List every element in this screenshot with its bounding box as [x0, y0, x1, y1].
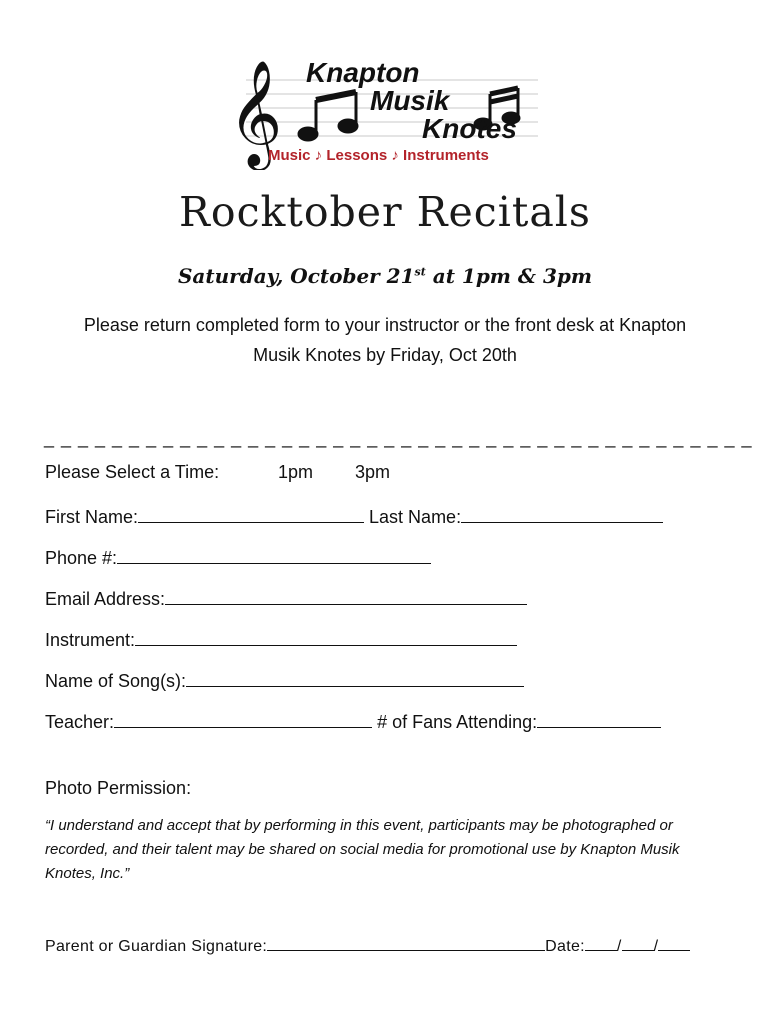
- teacher-label: Teacher:: [45, 712, 115, 732]
- event-date-times: at 1pm & 3pm: [425, 264, 593, 288]
- signature-row: [45, 932, 690, 956]
- page-title: Rocktober Recitals: [179, 188, 591, 236]
- phone-row: [45, 545, 431, 569]
- phone-label: Phone #:: [45, 548, 118, 568]
- first-name-field[interactable]: [138, 504, 364, 523]
- signature-field[interactable]: [267, 932, 545, 951]
- teacher-field[interactable]: [114, 709, 372, 728]
- photo-permission-text: “I understand and accept that by performing in this event, participants may be photographed or recorded, and their talent may be shared on social media for promotional use by Knapton Musik Knotes, Inc.”: [45, 817, 680, 882]
- song-field[interactable]: [186, 668, 524, 687]
- instrument-label: Instrument:: [45, 630, 136, 650]
- instrument-field[interactable]: [135, 627, 517, 646]
- instructions-text: Please return completed form to your instructor or the front desk at Knapton Musik Knotes by Friday, Oct 20th: [83, 315, 687, 365]
- logo-graphic: [228, 52, 540, 170]
- date-separator: /: [653, 938, 659, 955]
- photo-permission-title: Photo Permission:: [45, 778, 192, 798]
- event-date: [0, 264, 770, 288]
- email-field[interactable]: [165, 586, 527, 605]
- song-label: Name of Song(s):: [45, 671, 187, 691]
- time-option-3pm[interactable]: 3pm: [355, 462, 391, 482]
- time-option-1pm[interactable]: 1pm: [278, 462, 314, 482]
- treble-clef-icon: 𝄞: [228, 59, 283, 166]
- date-month-field[interactable]: [585, 932, 617, 951]
- time-select-row: [45, 462, 445, 483]
- email-label: Email Address:: [45, 589, 166, 609]
- last-name-field[interactable]: [461, 504, 663, 523]
- logo-word-knotes: Knotes: [422, 113, 517, 144]
- name-row: [45, 504, 663, 528]
- event-date-main: Saturday, October 21: [177, 264, 415, 288]
- logo-word-musik: Musik: [370, 85, 450, 116]
- logo-word-knapton: Knapton: [306, 57, 420, 88]
- time-select-label: Please Select a Time:: [45, 462, 220, 482]
- song-row: [45, 668, 524, 692]
- instrument-row: [45, 627, 517, 651]
- phone-field[interactable]: [117, 545, 431, 564]
- signature-label: Parent or Guardian Signature:: [45, 938, 268, 955]
- date-day-field[interactable]: [622, 932, 654, 951]
- first-name-label: First Name:: [45, 507, 139, 527]
- date-separator: /: [616, 938, 622, 955]
- knapton-logo: [228, 52, 540, 170]
- fans-field[interactable]: [537, 709, 661, 728]
- event-date-suffix: st: [414, 265, 426, 279]
- date-label: Date:: [545, 938, 585, 955]
- date-year-field[interactable]: [658, 932, 690, 951]
- teacher-row: [45, 709, 661, 733]
- email-row: [45, 586, 527, 610]
- last-name-label: Last Name:: [369, 507, 462, 527]
- fans-label: # of Fans Attending:: [377, 712, 538, 732]
- cut-line-divider: _ _ _ _ _ _ _ _ _ _ _ _ _ _ _ _ _ _ _ _ _ _ _ _ _ _ _ _ _ _ _ _ _ _ _ _ _ _ _ _ _ _: [44, 428, 753, 448]
- logo-tagline: Music ♪ Lessons ♪ Instruments: [268, 147, 489, 164]
